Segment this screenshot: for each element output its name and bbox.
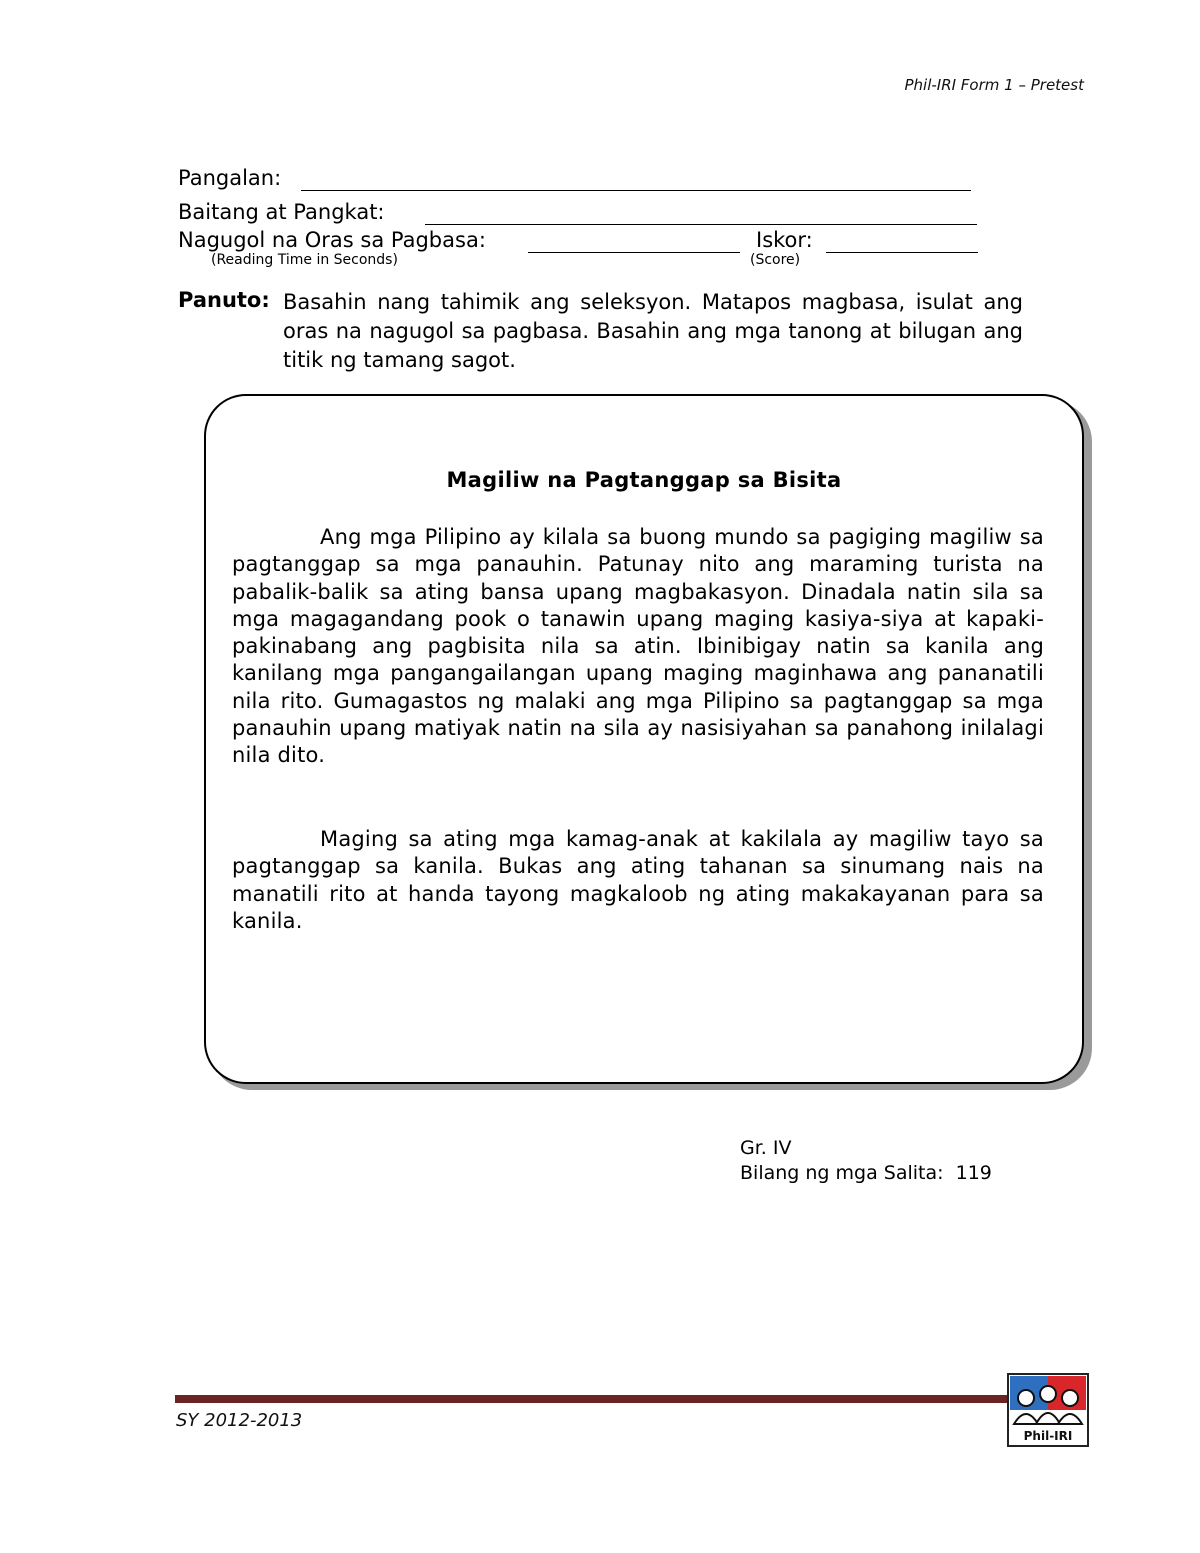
footer-divider: [175, 1395, 1025, 1403]
story-title: Magiliw na Pagtanggap sa Bisita: [446, 468, 842, 492]
reading-time-field[interactable]: [528, 252, 740, 253]
grade-section-label: Baitang at Pangkat:: [178, 200, 385, 224]
score-field[interactable]: [826, 252, 978, 253]
reading-time-label: Nagugol na Oras sa Pagbasa:: [178, 228, 486, 252]
instructions-label: Panuto:: [178, 288, 270, 312]
name-field[interactable]: [301, 190, 971, 191]
form-header-label: Phil-IRI Form 1 – Pretest: [904, 76, 1084, 94]
story-box: [204, 394, 1084, 1084]
school-year: SY 2012-2013: [176, 1410, 303, 1431]
logo-text: Phil-IRI: [1023, 1429, 1073, 1443]
story-paragraph-1: Ang mga Pilipino ay kilala sa buong mundo sa pagiging magiliw sa pagtanggap sa mga panauhin. Patunay nito ang maraming turista na pabalik-balik sa ating bansa upang magbakasyon. Dinadala natin sila sa mga magagandang pook o tanawin upang maging kasiya-siya at kapaki-pakinabang ang pagbisita nila sa atin. Ibinibigay natin sa kanila ang kanilang mga pangangailangan upang maging maginhawa ang pananatili nila rito. Gumagastos ng malaki ang mga Pilipino sa pagtanggap sa mga panauhin upang matiyak natin na sila ay nasisiyahan sa panahong inilalagi nila dito.: [232, 525, 1044, 768]
word-count-label: Bilang ng mga Salita:: [740, 1162, 944, 1184]
name-label: Pangalan:: [178, 166, 282, 190]
word-count-value: 119: [955, 1162, 992, 1184]
phil-iri-logo: [1006, 1372, 1090, 1448]
instructions-text: Basahin nang tahimik ang seleksyon. Matapos magbasa, isulat ang oras na nagugol sa pagbasa. Basahin ang mga tanong at bilugan ang titik ng tamang sagot.: [283, 290, 1023, 372]
grade-section-field[interactable]: [425, 224, 977, 225]
score-label: Iskor:: [756, 228, 813, 252]
story-paragraph-2: Maging sa ating mga kamag-anak at kakilala ay magiliw tayo sa pagtanggap sa kanila. Bukas ang ating tahanan sa sinumang nais na manatili rito at handa tayong magkaloob ng ating makakayanan para sa kanila.: [232, 827, 1044, 933]
story-meta: [740, 1136, 992, 1186]
reading-time-sublabel: (Reading Time in Seconds): [211, 252, 398, 268]
score-sublabel: (Score): [750, 252, 801, 268]
word-count-line: [740, 1161, 992, 1186]
grade-level: Gr. IV: [740, 1137, 792, 1159]
